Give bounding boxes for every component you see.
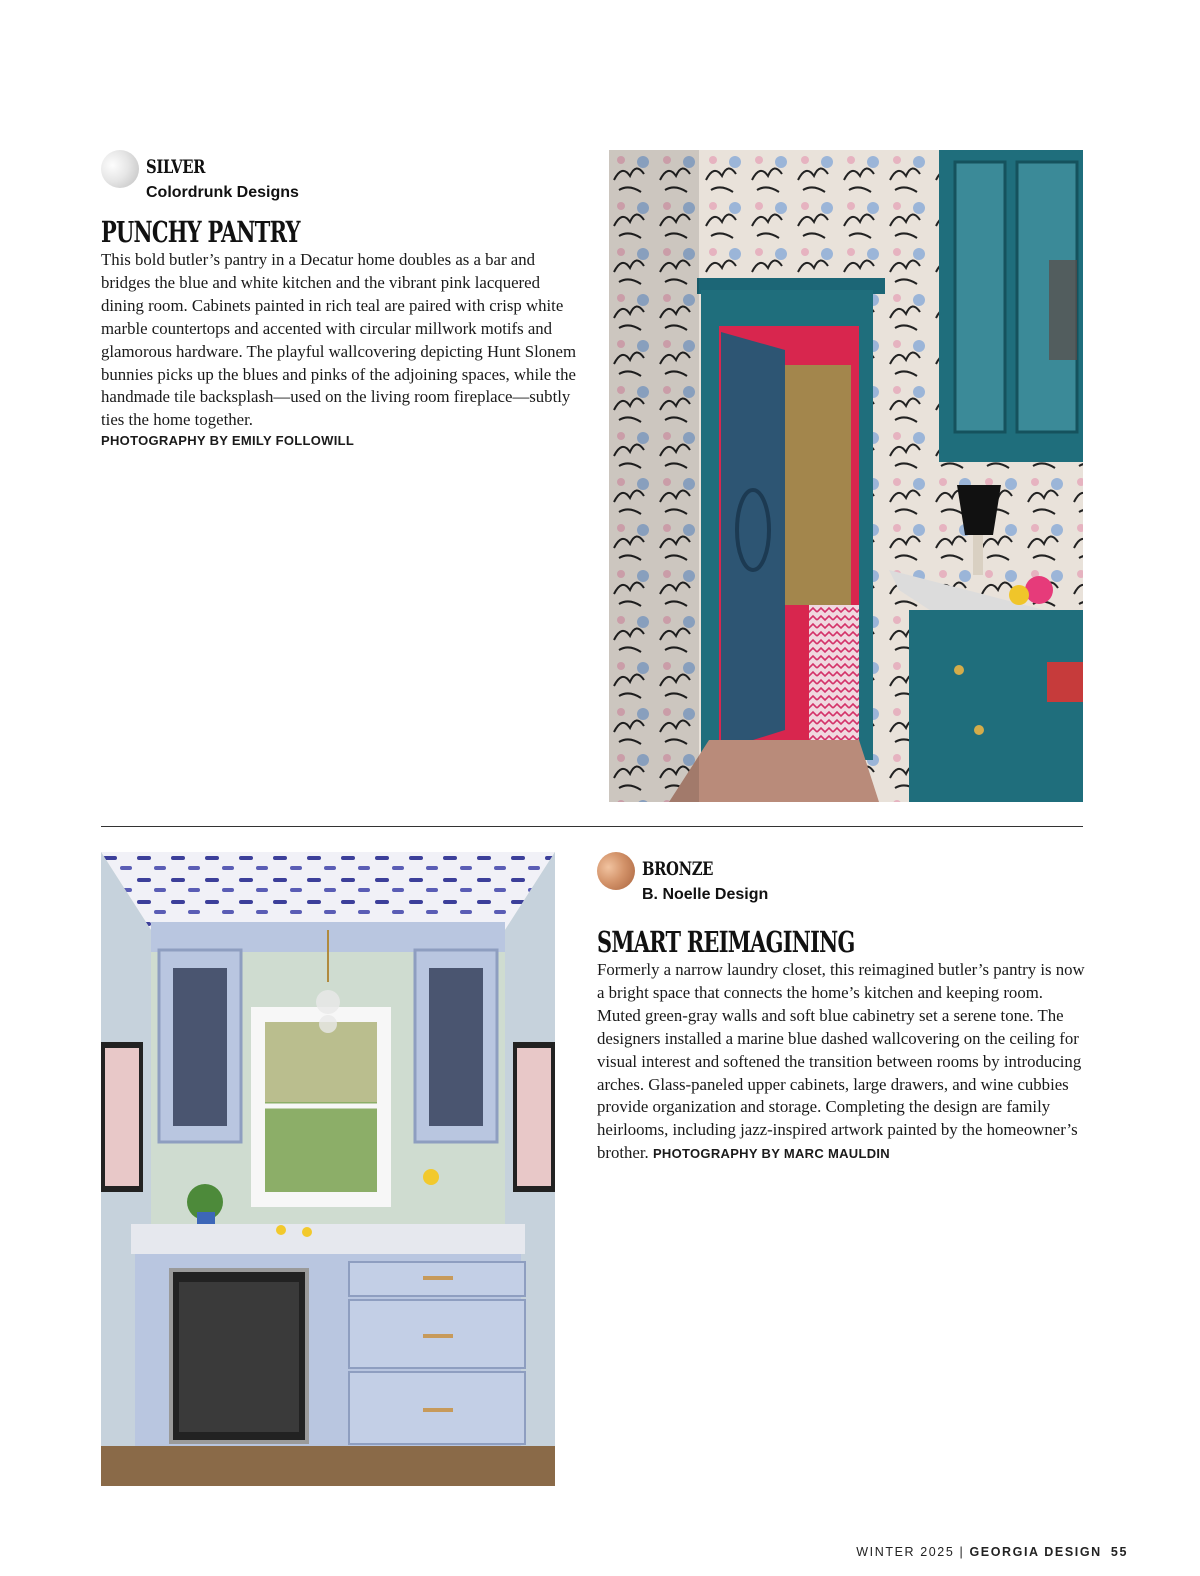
photo-credit-bronze: PHOTOGRAPHY BY MARC MAULDIN [652, 1146, 890, 1162]
body-text-silver: This bold butler’s pantry in a Decatur home doubles as a bar and bridges the blue and white kitchen and the vibrant pink lacquered dining room. Cabinets painted in rich teal are paired with crisp white marble countertops and accented with circular millwork motifs and glamorous hardware. The playful wallcovering depicting Hunt Slonem bunnies picks up the blues and pinks of the adjoining spaces, while the handmade tile backsplash—used on the living room fireplace—subtly ties the home together. [101, 250, 577, 430]
headline-punchy-pantry: PUNCHY PANTRY [101, 215, 300, 249]
section-divider [101, 826, 1083, 827]
photo-punchy-pantry [609, 150, 1083, 802]
folio-page-number: 55 [1110, 1545, 1128, 1559]
body-text-bronze [597, 959, 1087, 1166]
folio-magazine: GEORGIA DESIGN [969, 1545, 1102, 1559]
body-text-bronze-copy: Formerly a narrow laundry closet, this reimagined butler’s pantry is now a bright space that connects the home’s kitchen and keeping room. Muted green-gray walls and soft blue cabinetry set a serene tone. The designers installed a marine blue dashed wallcovering on the ceiling for visual interest and softened the transition between rooms by introducing arches. Glass-paneled upper cabinets, large drawers, and wine cubbies provide organization and storage. Completing the design are family heirlooms, including jazz-inspired artwork painted by the homeowner’s brother. [597, 960, 1085, 1163]
headline-smart-reimagining: SMART REIMAGINING [597, 925, 855, 959]
firm-name-silver: Colordrunk Designs [146, 184, 299, 201]
award-level-bronze: BRONZE [642, 858, 714, 880]
folio-separator: | [959, 1545, 965, 1559]
folio-issue: WINTER 2025 [856, 1545, 955, 1559]
page-folio [856, 1545, 1128, 1559]
award-level-silver: SILVER [146, 156, 206, 178]
photo-credit-silver: PHOTOGRAPHY BY EMILY FOLLOWILL [101, 433, 355, 449]
firm-name-bronze: B. Noelle Design [642, 886, 769, 903]
article-body-silver [101, 249, 587, 448]
article-body-bronze [597, 959, 1087, 1166]
silver-medal-icon [101, 150, 139, 188]
bronze-medal-icon [597, 852, 635, 890]
photo-smart-reimagining [101, 852, 555, 1486]
